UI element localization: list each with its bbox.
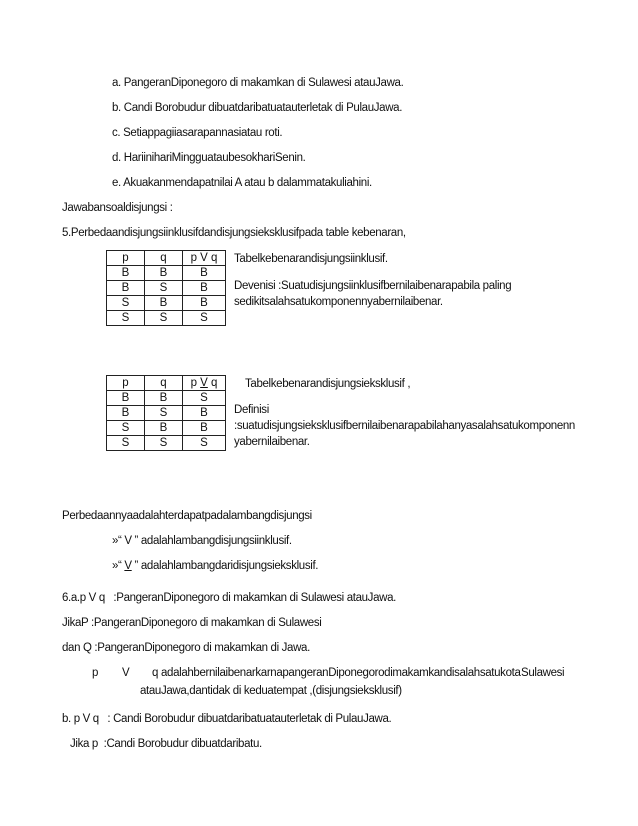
cell-q: B	[145, 421, 183, 436]
table-row	[107, 296, 226, 311]
option-c: c. Setiappagiiasarapannasiatau roti.	[112, 127, 283, 139]
option-b: b. Candi Borobudur dibuatdaribatuatauterletak di PulauJawa.	[112, 102, 403, 114]
cell-p: S	[107, 421, 145, 436]
bullet-exclusive	[112, 559, 318, 573]
pv-q: q	[152, 667, 159, 679]
dan-q-statement: dan Q :PangeranDiponegoro di makamkan di Jawa.	[62, 642, 310, 654]
table-row	[107, 436, 226, 451]
bullet-inclusive-text: adalahlambangdisjungsiinklusif.	[138, 535, 292, 547]
header-q: q	[145, 251, 183, 266]
table2-definition-line2: yabernilaibenar.	[234, 436, 310, 448]
table-row	[107, 266, 226, 281]
cell-q: S	[145, 436, 183, 451]
cell-q: B	[145, 266, 183, 281]
header-p: p	[107, 376, 145, 391]
bullet-exclusive-text: adalahlambangdaridisjungsieksklusif.	[138, 560, 319, 572]
header-q-part: q	[207, 377, 218, 389]
table-row	[107, 406, 226, 421]
cell-q: S	[145, 311, 183, 326]
table2-definition-line1: :suatudisjungsieksklusifbernilaibenarapabilahanyasalahsatukomponenn	[234, 420, 575, 432]
table1-definition-line2: sedikitsalahsatukomponennyabernilaibenar.	[234, 296, 443, 308]
inclusive-symbol-text: »“ V ”	[112, 535, 139, 547]
question-5-text: 5.Perbedaandisjungsiinklusifdandisjungsieksklusifpada table kebenaran,	[62, 227, 406, 239]
cell-p: B	[107, 406, 145, 421]
header-p-xor-q	[183, 376, 226, 391]
header-p-or-q: p V q	[183, 251, 226, 266]
pv-explanation-line2: atauJawa,dantidak di keduatempat ,(disjungsieksklusif)	[140, 685, 402, 697]
cell-p-or-q: B	[183, 296, 226, 311]
option-d: d. HariinihariMingguataubesokhariSenin.	[112, 152, 306, 164]
cell-p-or-q: B	[183, 281, 226, 296]
truth-table-inclusive	[106, 250, 226, 326]
cell-p: B	[107, 281, 145, 296]
cell-p-xor-q: B	[183, 406, 226, 421]
pv-explanation: adalahbernilaibenarkarnapangeranDiponegorodimakamkandisalahsatukota	[161, 667, 521, 679]
question-6a: 6.a.p V q :PangeranDiponegoro di makamkan di Sulawesi atauJawa.	[62, 592, 396, 604]
table-row	[107, 311, 226, 326]
option-e: e. Akuakanmendapatnilai A atau b dalammatakuliahini.	[112, 177, 372, 189]
table-row	[107, 281, 226, 296]
table-row	[107, 421, 226, 436]
cell-p-or-q: S	[183, 311, 226, 326]
cell-q: S	[145, 406, 183, 421]
exclusive-symbol: V	[124, 560, 132, 572]
header-p-part: p	[190, 377, 201, 389]
pv-p: p	[92, 667, 99, 679]
cell-p: S	[107, 296, 145, 311]
cell-q: B	[145, 296, 183, 311]
cell-p-xor-q: S	[183, 391, 226, 406]
jika-p2-statement: Jika p :Candi Borobudur dibuatdaribatu.	[70, 738, 262, 750]
pv-sulawesi: Sulawesi	[521, 667, 565, 679]
option-a: a. PangeranDiponegoro di makamkan di Sulawesi atauJawa.	[112, 77, 404, 89]
exclusive-quote-close: ”	[131, 560, 139, 572]
cell-p-or-q: B	[183, 266, 226, 281]
truth-table-exclusive	[106, 375, 226, 451]
table2-title: Tabelkebenarandisjungsieksklusif ,	[245, 378, 411, 390]
cell-q: B	[145, 391, 183, 406]
xor-symbol: V	[200, 377, 208, 389]
difference-heading: Perbedaannyaadalahterdapatpadalambangdisjungsi	[62, 510, 312, 522]
table-header-row	[107, 251, 226, 266]
cell-p-xor-q: B	[183, 421, 226, 436]
bullet-inclusive	[112, 534, 292, 548]
table-header-row	[107, 376, 226, 391]
cell-p: B	[107, 266, 145, 281]
cell-p-xor-q: S	[183, 436, 226, 451]
cell-p: B	[107, 391, 145, 406]
question-6b: b. p V q : Candi Borobudur dibuatdaribatuatauterletak di PulauJawa.	[62, 713, 392, 725]
jika-p-statement: JikaP :PangeranDiponegoro di makamkan di Sulawesi	[62, 617, 322, 629]
cell-q: S	[145, 281, 183, 296]
table1-title: Tabelkebenarandisjungsiinklusif.	[234, 253, 388, 265]
exclusive-quote-open: »“	[112, 560, 125, 572]
header-p: p	[107, 251, 145, 266]
cell-p: S	[107, 436, 145, 451]
table2-definition-label: Definisi	[234, 404, 269, 416]
table1-definition-line1: Devenisi :Suatudisjungsiinklusifbernilaibenarapabila paling	[234, 280, 512, 292]
answer-heading: Jawabansoaldisjungsi :	[62, 202, 173, 214]
table-row	[107, 391, 226, 406]
header-q: q	[145, 376, 183, 391]
cell-p: S	[107, 311, 145, 326]
pv-v: V	[122, 667, 130, 679]
